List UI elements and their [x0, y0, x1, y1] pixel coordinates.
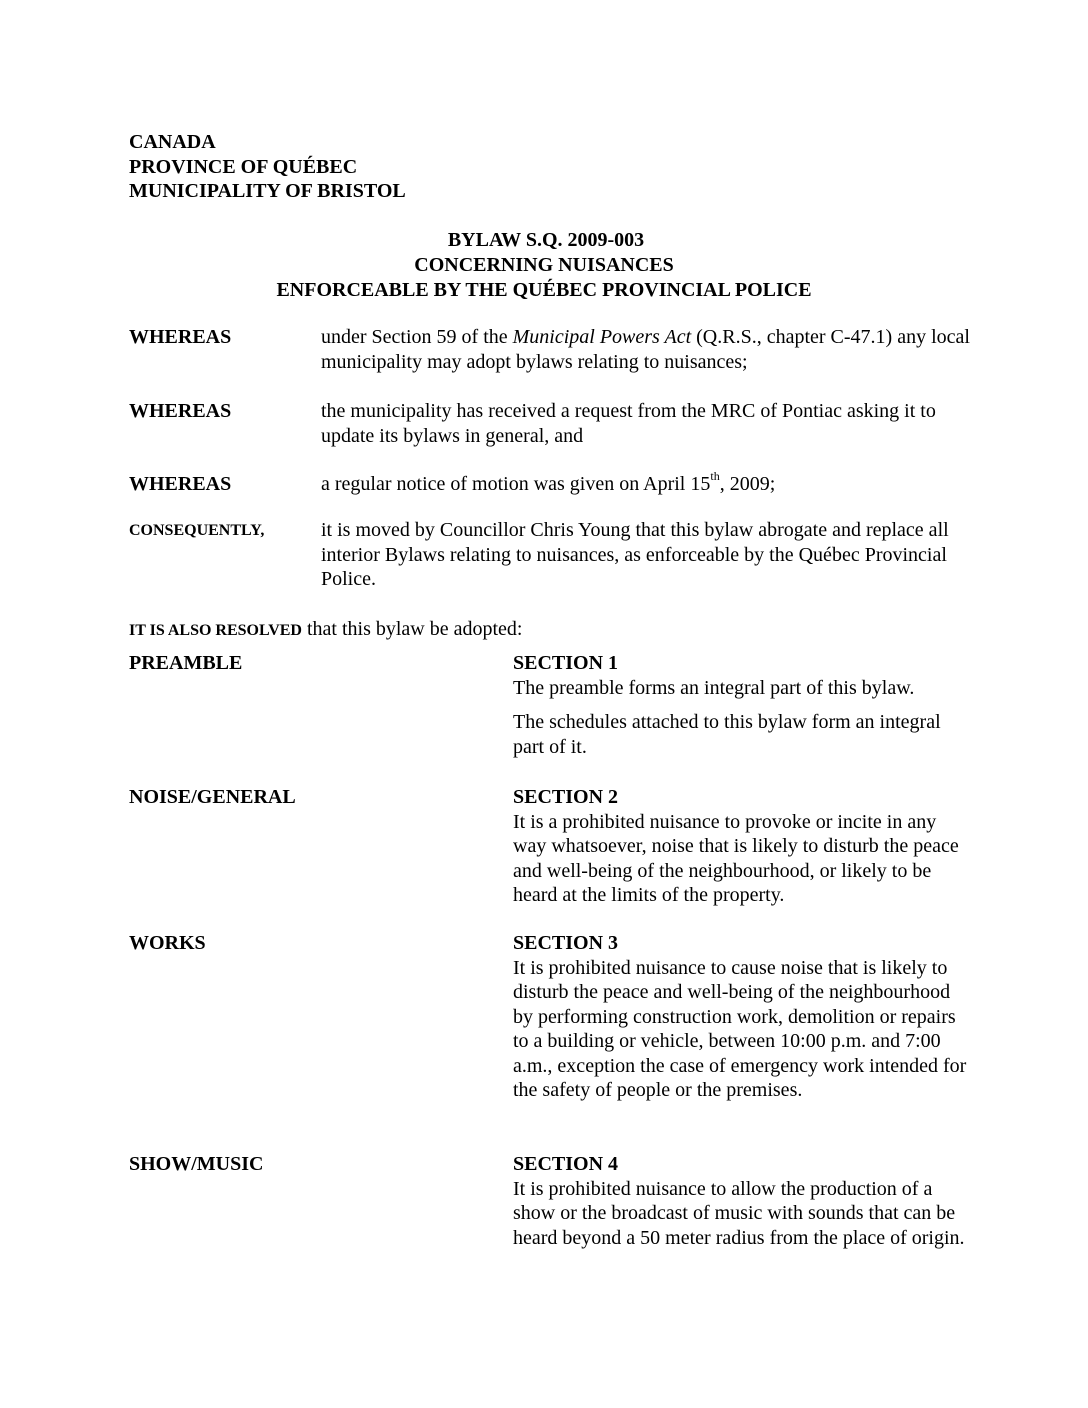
section-topic: SHOW/MUSIC — [129, 1153, 264, 1175]
recital-text-part: (Q.R.S., chapter C-47.1) any local municipality may adopt bylaws relating to nuisances; — [321, 326, 970, 373]
act-name: Municipal Powers Act — [512, 326, 692, 348]
section-paragraph: It is a prohibited nuisance to provoke or incite in any way whatsoever, noise that is likely to disturb the peace and well-being of the neighbourhood, or likely to be heard at the limits of the property. — [513, 810, 959, 906]
section-body — [513, 651, 968, 759]
recital-text: the municipality has received a request from the MRC of Pontiac asking it to update its bylaws in general, and — [321, 400, 936, 447]
recital-label: CONSEQUENTLY, — [129, 522, 265, 539]
section-heading: SECTION 4 — [513, 1153, 619, 1175]
province-line: PROVINCE OF QUÉBEC — [129, 155, 358, 178]
bylaw-number: BYLAW S.Q. 2009-003 — [447, 229, 645, 251]
section-topic: PREAMBLE — [129, 652, 243, 674]
recital-text — [321, 325, 971, 374]
section-body — [513, 1152, 968, 1250]
recital-label: WHEREAS — [129, 400, 232, 422]
section-topic: NOISE/GENERAL — [129, 786, 296, 808]
section-paragraph: The schedules attached to this bylaw form an integral part of it. — [513, 711, 941, 758]
recital-text-part: a regular notice of motion was given on April 15 — [321, 473, 711, 495]
section-paragraph: It is prohibited nuisance to cause noise that is likely to disturb the peace and well-being of the neighbourhood by performing construction work, demolition or repairs to a building or vehicle, between 10:00 p.m. and 7:00 a.m., exception the case of emergency work intended for the safety of people or the premises. — [513, 956, 967, 1101]
section-heading: SECTION 2 — [513, 786, 619, 808]
section-body — [513, 785, 968, 908]
recital-text: it is moved by Councillor Chris Young that this bylaw abrogate and replace all interior Bylaws relating to nuisances, as enforceable by the Québec Provincial Police. — [321, 519, 949, 590]
section-topic: WORKS — [129, 932, 206, 954]
country-line: CANADA — [129, 131, 216, 153]
recital-text — [321, 469, 971, 497]
resolution-text: that this bylaw be adopted: — [301, 618, 523, 640]
municipality-line: MUNICIPALITY OF BRISTOL — [129, 180, 406, 202]
recital-text-part: , 2009; — [719, 473, 776, 495]
section-heading: SECTION 3 — [513, 932, 619, 954]
section-paragraph: The preamble forms an integral part of this bylaw. — [513, 676, 915, 699]
bylaw-enforcement: ENFORCEABLE BY THE QUÉBEC PROVINCIAL POLICE — [276, 279, 812, 301]
section-body — [513, 931, 968, 1103]
recital-text-part: under Section 59 of the — [321, 326, 513, 348]
jurisdiction-header — [129, 130, 406, 204]
ordinal-suffix: th — [710, 469, 720, 484]
section-paragraph: It is prohibited nuisance to allow the production of a show or the broadcast of music with sounds that can be heard beyond a 50 meter radius from the place of origin. — [513, 1177, 965, 1249]
bylaw-title — [0, 228, 1088, 303]
bylaw-subject: CONCERNING NUISANCES — [414, 254, 674, 276]
section-heading: SECTION 1 — [513, 652, 619, 674]
recital-label: WHEREAS — [129, 473, 232, 495]
resolution-caps: IT IS ALSO RESOLVED — [129, 622, 302, 639]
recital-label: WHEREAS — [129, 326, 232, 348]
resolution — [129, 617, 523, 644]
